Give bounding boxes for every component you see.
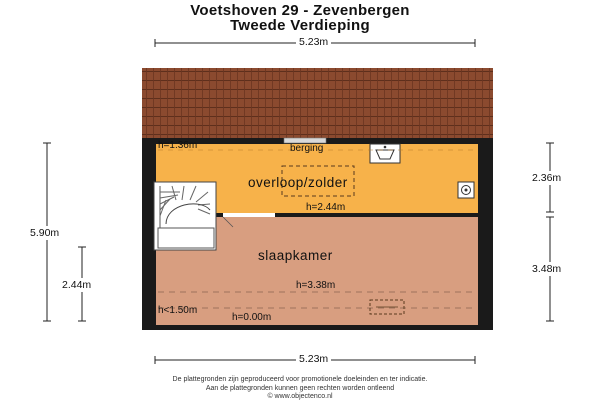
- overloop-height-center: h=2.44m: [306, 202, 346, 213]
- floor-subtitle: Tweede Verdieping: [230, 17, 370, 34]
- slaapkamer-height-low: h<1.50m: [158, 305, 198, 316]
- bottom-width-label: 5.23m: [296, 353, 331, 365]
- boiler-icon: [458, 182, 474, 198]
- overloop-height-left: h=1.36m: [158, 140, 198, 151]
- left-lower-label: 2.44m: [62, 279, 92, 291]
- right-lower-label: 3.48m: [532, 263, 562, 275]
- berging-label: berging: [290, 143, 324, 154]
- washbasin-icon: [370, 144, 400, 163]
- footer-line-3: © www.objectenco.nl: [267, 393, 333, 400]
- slaapkamer-height-zero: h=0.00m: [232, 312, 272, 323]
- right-upper-label: 2.36m: [532, 172, 562, 184]
- footer-disclaimer: [0, 376, 600, 402]
- roof: [142, 68, 493, 140]
- page-title: Voetshoven 29 - Zevenbergen: [190, 2, 410, 19]
- overloop-name: overloop/zolder: [248, 175, 348, 190]
- left-total-label: 5.90m: [30, 227, 60, 239]
- slaapkamer-name: slaapkamer: [258, 248, 333, 263]
- footer-line-2: Aan de plattegronden kunnen geen rechten worden ontleend: [205, 384, 395, 392]
- staircase-icon: [154, 182, 216, 250]
- door-opening: [223, 213, 275, 217]
- slaapkamer-height-center: h=3.38m: [296, 280, 336, 291]
- footer-line-1: De plattegronden zijn geproduceerd voor promotionele doeleinden en ter indicatie.: [172, 376, 428, 383]
- top-width-label: 5.23m: [296, 36, 331, 48]
